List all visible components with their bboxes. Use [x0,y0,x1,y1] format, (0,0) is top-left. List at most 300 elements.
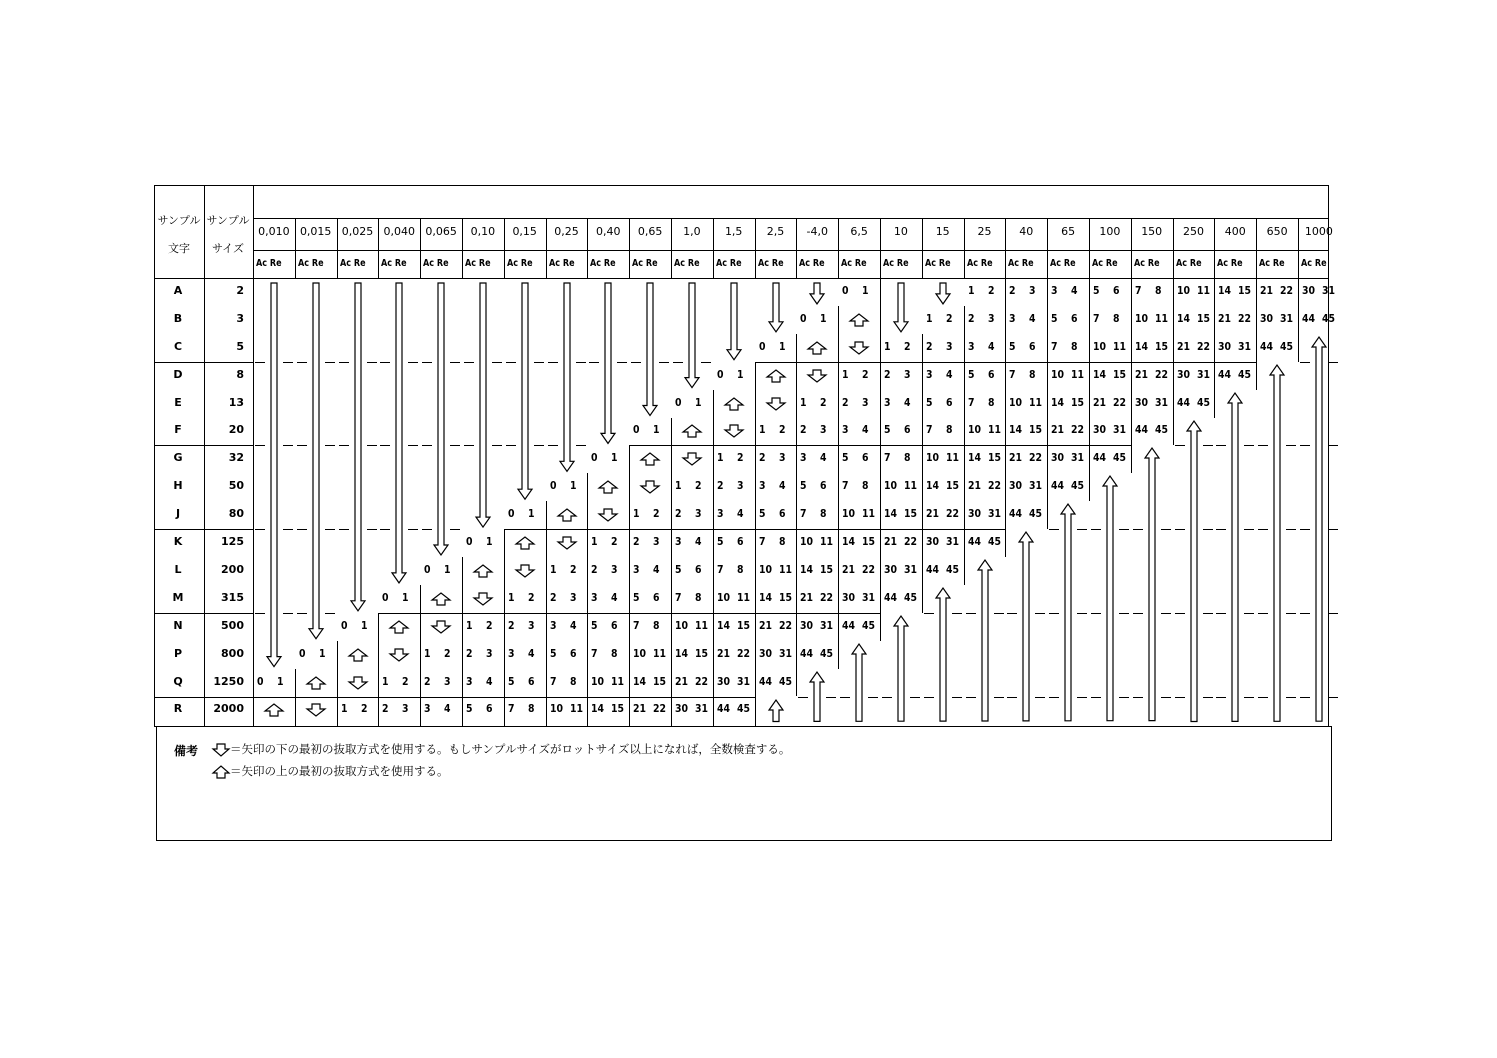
up-arrow-icon [892,615,910,722]
ac-value: 10 [884,479,898,493]
group-tick [1119,529,1129,530]
ac-value: 7 [1051,339,1058,353]
sample-size-header-line1: サンプル [206,214,250,227]
ac-value: 3 [800,451,807,465]
aql-level-label: 15 [935,225,950,238]
down-arrow-icon [473,592,493,606]
aql-level-label: 25 [977,225,992,238]
sample-size-value: 2 [236,283,244,297]
plan-group-rule [629,529,671,530]
ac-re-label: Ac Re [381,258,407,269]
re-value: 8 [945,423,953,437]
re-value: 3 [904,367,911,381]
re-value: 6 [527,674,535,688]
col-block-rule [1131,278,1132,473]
ac-value: 1 [675,479,682,493]
plan-group-rule [922,362,964,363]
re-value: 4 [862,423,869,437]
re-value: 11 [820,535,834,549]
up-arrow-icon [1310,336,1328,722]
re-value: 31 [1071,451,1085,465]
group-tick [994,697,1004,698]
group-tick [450,529,460,530]
re-value: 1 [695,395,702,409]
group-tick [1286,529,1296,530]
ac-value: 14 [925,479,939,493]
group-tick [297,529,307,530]
ac-value: 2 [633,535,640,549]
re-value: 6 [945,395,953,409]
up-arrow-icon [849,313,869,327]
re-value: 11 [1196,283,1210,297]
ac-value: 44 [758,674,772,688]
ac-value: 7 [800,507,807,521]
ac-value: 7 [591,646,598,660]
ac-value: 3 [716,507,724,521]
group-tick [283,445,293,446]
group-tick [408,445,418,446]
plan-group-rule [713,445,755,446]
ac-value: 3 [424,702,431,716]
plan-group-rule [1214,362,1256,363]
up-arrow-icon [431,592,451,606]
re-value: 11 [987,423,1001,437]
re-value: 45 [1154,423,1168,437]
re-value: 6 [1071,311,1078,325]
up-arrow-icon [808,671,826,722]
up-arrow-icon [850,643,868,722]
re-value: 31 [1322,283,1336,297]
ac-value: 21 [1009,451,1023,465]
down-arrow-icon [807,369,827,383]
re-value: 1 [277,674,284,688]
plan-group-rule [1131,362,1173,363]
ac-value: 14 [1176,311,1190,325]
re-value: 4 [653,562,660,576]
sample-code-letter: K [173,535,183,549]
ac-value: 44 [1260,339,1274,353]
re-value: 6 [611,618,618,632]
ac-value: 10 [549,702,563,716]
ac-value: 2 [758,451,766,465]
sample-size-value: 32 [228,451,244,465]
col-block-rule [880,278,881,641]
plan-group-rule [880,445,922,446]
re-value: 3 [945,339,953,353]
re-value: 4 [527,646,535,660]
plan-group-rule [755,529,797,530]
ac-value: 1 [633,507,640,521]
ac-value: 5 [800,479,807,493]
ac-value: 2 [716,479,724,493]
group-tick [1203,697,1213,698]
ac-value: 44 [1009,507,1023,521]
group-tick [840,697,850,698]
ac-value: 1 [340,702,348,716]
group-tick [408,362,418,363]
plan-group-rule [796,613,838,614]
re-value: 31 [736,674,750,688]
re-value: 6 [778,507,786,521]
down-arrow-icon [849,341,869,355]
sample-code-letter: B [173,311,183,325]
up-arrow-icon [1059,503,1077,722]
up-arrow-icon [515,536,535,550]
ac-value: 30 [884,562,898,576]
group-tick [798,697,808,698]
group-tick [1077,529,1087,530]
sample-size-value: 2000 [213,702,244,716]
sample-size-value: 80 [228,507,244,521]
group-tick [367,529,377,530]
group-tick [617,362,627,363]
col-size-rule [253,185,254,726]
group-tick [283,529,293,530]
down-arrow-icon [683,282,701,389]
ac-value: 10 [1093,339,1107,353]
ac-value: 14 [800,562,814,576]
up-arrow-icon [1226,392,1244,722]
re-value: 45 [820,646,834,660]
plan-group-rule [546,697,588,698]
re-value: 3 [820,423,827,437]
ac-value: 10 [591,674,605,688]
group-tick [534,445,544,446]
group-tick [952,613,962,614]
group-tick [1133,613,1143,614]
plan-group-rule [504,529,546,530]
sample-size-value: 13 [228,395,244,409]
re-value: 45 [1029,507,1043,521]
plan-group-rule [880,529,922,530]
group-tick [1286,445,1296,446]
up-arrow-icon [212,765,230,779]
re-value: 15 [987,451,1001,465]
ac-value: 21 [1134,367,1148,381]
sample-size-value: 5 [236,339,244,353]
re-value: 3 [653,535,660,549]
col-block-rule [713,390,714,726]
re-value: 22 [1196,339,1210,353]
ac-value: 0 [507,507,515,521]
rule-header-bottom [154,278,1328,279]
group-tick [994,613,1004,614]
ac-value: 21 [1051,423,1065,437]
down-arrow-icon [516,282,534,500]
ac-value: 1 [967,283,975,297]
ac-value: 2 [800,423,807,437]
re-value: 2 [695,479,702,493]
down-arrow-icon [390,282,408,584]
re-value: 22 [945,507,959,521]
down-arrow-icon [641,282,659,417]
plan-group-rule [796,529,838,530]
re-value: 31 [695,702,709,716]
sample-size-value: 125 [221,535,244,549]
up-arrow-icon [389,620,409,634]
group-tick [339,529,349,530]
sample-code-letter: Q [173,674,183,688]
ac-value: 21 [1093,395,1107,409]
re-value: 2 [862,367,869,381]
ac-value: 1 [424,646,431,660]
group-tick [1328,613,1338,614]
ac-re-label: Ac Re [966,258,993,269]
down-arrow-icon [348,676,368,690]
group-tick [576,445,586,446]
re-value: 45 [1322,311,1336,325]
ac-re-label: Ac Re [841,258,867,269]
group-tick [1258,529,1268,530]
down-arrow-icon [307,282,325,640]
ac-value: 21 [842,562,856,576]
ac-value: 0 [257,674,264,688]
re-value: 15 [1113,367,1127,381]
re-value: 4 [736,507,744,521]
ac-value: 2 [466,646,473,660]
re-value: 15 [653,674,667,688]
plan-group-rule [587,613,629,614]
aql-level-label: 1,0 [683,225,701,238]
ac-value: 7 [1134,283,1142,297]
col-block-rule [1256,278,1257,390]
sample-code-header [155,212,203,256]
re-value: 22 [904,535,918,549]
group-tick [1258,445,1268,446]
aql-level-label: 250 [1182,225,1204,238]
re-value: 1 [360,618,368,632]
group-tick [367,445,377,446]
group-tick [464,362,474,363]
ac-value: 3 [507,646,515,660]
up-arrow-icon [473,564,493,578]
ac-value: 10 [1051,367,1065,381]
plan-group-rule [420,697,462,698]
ac-value: 30 [1009,479,1023,493]
ac-value: 7 [758,535,766,549]
re-value: 3 [987,311,995,325]
down-arrow-icon [349,282,367,612]
ac-value: 30 [967,507,981,521]
re-value: 4 [444,702,451,716]
ac-value: 1 [925,311,933,325]
re-value: 3 [402,702,409,716]
ac-value: 30 [1302,283,1316,297]
ac-value: 14 [633,674,647,688]
re-value: 2 [820,395,827,409]
re-value: 11 [862,507,876,521]
re-value: 11 [1029,395,1043,409]
ac-value: 7 [507,702,515,716]
sample-size-value: 200 [221,562,244,576]
plan-group-rule [671,445,713,446]
up-arrow-icon [1017,531,1035,722]
up-arrow-icon [976,559,994,722]
ac-re-label: Ac Re [256,258,282,269]
re-value: 8 [778,535,786,549]
plan-group-rule [337,697,379,698]
re-value: 2 [486,618,493,632]
sample-code-letter: N [173,618,183,632]
group-tick [1175,613,1185,614]
ac-value: 5 [633,590,640,604]
ac-value: 30 [800,618,814,632]
plan-group-rule [420,613,462,614]
group-tick [367,362,377,363]
ac-value: 44 [1134,423,1148,437]
up-arrow-icon [348,648,368,662]
group-tick [1133,529,1143,530]
re-value: 22 [820,590,834,604]
group-tick [464,445,474,446]
group-tick [422,445,432,446]
ac-value: 14 [1009,423,1023,437]
up-arrow-icon [1185,420,1203,723]
ac-value: 44 [1051,479,1065,493]
ac-value: 0 [633,423,640,437]
plan-group-rule [378,613,420,614]
ac-value: 30 [842,590,856,604]
up-arrow-icon [598,480,618,494]
re-value: 15 [904,507,918,521]
ac-value: 30 [716,674,730,688]
col-block-rule [838,306,839,669]
col-code-rule [204,185,205,726]
ac-value: 5 [1009,339,1016,353]
group-tick [924,697,934,698]
sample-size-value: 50 [228,479,244,493]
re-value: 22 [1238,311,1252,325]
re-value: 4 [820,451,827,465]
group-tick [882,697,892,698]
group-tick [1216,445,1226,446]
group-tick [1007,697,1017,698]
ac-value: 7 [842,479,849,493]
up-arrow-icon [1268,364,1286,722]
re-value: 2 [653,507,660,521]
ac-value: 30 [1134,395,1148,409]
ac-value: 14 [758,590,772,604]
ac-re-label: Ac Re [757,258,784,269]
group-tick [1258,613,1268,614]
aql-level-label: 100 [1099,225,1121,238]
group-tick [1161,529,1171,530]
group-tick [1328,697,1338,698]
ac-value: 21 [633,702,647,716]
group-tick [506,362,516,363]
re-value: 4 [569,618,577,632]
re-value: 8 [1029,367,1036,381]
ac-value: 2 [424,674,431,688]
sample-size-value: 500 [221,618,244,632]
col-block-rule [1214,278,1215,418]
re-value: 22 [695,674,709,688]
re-value: 15 [611,702,625,716]
plan-group-rule [1005,445,1047,446]
re-value: 45 [1113,451,1127,465]
ac-value: 3 [591,590,598,604]
re-value: 45 [1280,339,1294,353]
ac-value: 7 [633,618,640,632]
aql-level-label: 0,065 [425,225,457,238]
re-value: 22 [653,702,667,716]
re-value: 45 [1196,395,1210,409]
group-tick [1203,445,1213,446]
group-tick [1091,613,1101,614]
re-value: 8 [1154,283,1162,297]
group-tick [380,362,390,363]
re-value: 1 [527,507,535,521]
down-arrow-icon [640,480,660,494]
group-tick [283,362,293,363]
up-arrow-icon [766,369,786,383]
re-value: 2 [611,535,618,549]
group-tick [380,529,390,530]
group-tick [339,445,349,446]
ac-value: 7 [716,562,724,576]
re-value: 22 [1029,451,1043,465]
plan-group-rule [796,445,838,446]
sample-size-value: 800 [221,646,244,660]
group-tick [422,362,432,363]
plan-group-rule [755,362,797,363]
ac-value: 2 [549,590,557,604]
group-tick [1300,613,1310,614]
sample-code-letter: M [172,590,184,604]
group-tick [325,529,335,530]
ac-value: 1 [758,423,766,437]
ac-value: 5 [675,562,682,576]
ac-value: 0 [591,451,598,465]
ac-value: 21 [925,507,939,521]
group-tick [1328,445,1338,446]
group-tick [283,613,293,614]
re-value: 6 [904,423,911,437]
re-value: 31 [862,590,876,604]
plan-group-rule [504,613,546,614]
group-tick [1091,697,1101,698]
group-tick [1203,529,1213,530]
ac-value: 1 [466,618,473,632]
ac-value: 14 [716,618,730,632]
re-value: 31 [1113,423,1127,437]
ac-value: 21 [967,479,981,493]
ac-value: 1 [549,562,557,576]
re-value: 4 [1071,283,1078,297]
re-value: 15 [1238,283,1252,297]
ac-value: 44 [967,535,981,549]
down-arrow-icon [725,282,743,361]
ac-value: 44 [800,646,814,660]
ac-value: 3 [675,535,682,549]
group-tick [1300,529,1310,530]
ac-value: 0 [298,646,306,660]
ac-value: 0 [382,590,389,604]
re-value: 8 [1113,311,1120,325]
re-value: 15 [820,562,834,576]
re-value: 6 [486,702,493,716]
re-value: 22 [862,562,876,576]
ac-value: 14 [675,646,689,660]
group-tick [325,362,335,363]
re-value: 1 [820,311,827,325]
ac-re-label: Ac Re [1008,258,1034,269]
group-tick [673,362,683,363]
re-value: 15 [1071,395,1085,409]
ac-value: 3 [466,674,473,688]
plan-group-rule [629,697,671,698]
ac-value: 3 [842,423,849,437]
